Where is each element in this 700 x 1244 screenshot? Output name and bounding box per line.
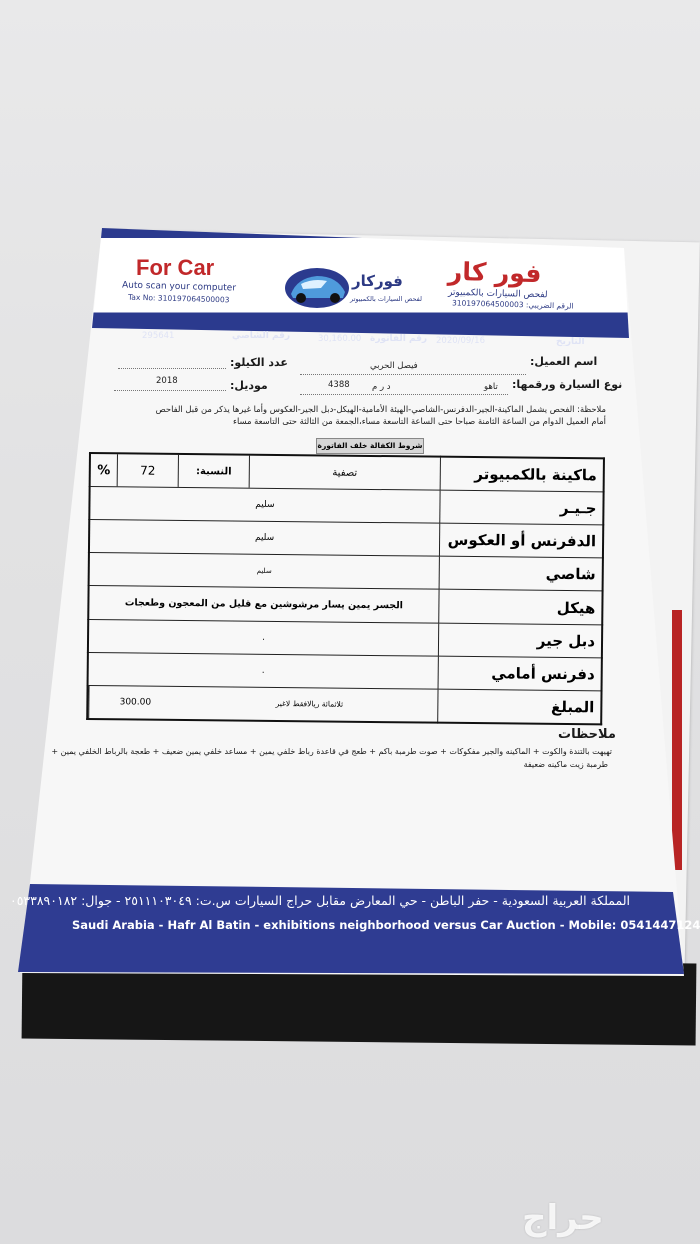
percent-sign: % bbox=[97, 462, 111, 478]
engine-percent-value-cell bbox=[117, 454, 178, 487]
date-value: 2020/09/16 bbox=[436, 336, 485, 346]
red-sheet-edge bbox=[672, 610, 682, 870]
inspection-results-table bbox=[86, 452, 605, 725]
table-row bbox=[89, 487, 603, 525]
car-type-value: تاهو bbox=[484, 382, 498, 392]
engine-percent-label: النسبة: bbox=[195, 465, 232, 478]
amount-value-cell bbox=[88, 686, 181, 719]
gear-label: جـيـر bbox=[440, 491, 604, 526]
amount-in-words: ثلاثمائة ريالافقط لاغير bbox=[275, 699, 344, 709]
body-value: الجسر يمين يسار مرشوشين مع قليل من المعجون وطعجات bbox=[88, 586, 439, 623]
engine-percent-label-cell bbox=[178, 455, 249, 488]
inspection-note-line-1: ملاحظة: الفحص يشمل الماكينة-الجير-الدفرنس-الشاصي-الهيئة الأمامية-الهيكل-دبل الجير-العكوس وأما غيرها يذكر من قبل الفاحص bbox=[155, 404, 606, 414]
haraj-watermark: حراج bbox=[522, 1198, 604, 1238]
engine-label: ماكينة بالكمبيوتر bbox=[440, 457, 604, 493]
tax-number-ar: الرقم الضريبي: 310197064500003 bbox=[451, 298, 574, 311]
car-type-label: نوع السيارة ورقمها: bbox=[512, 378, 623, 391]
remarks-line-1: تهيهت بالتندة والكوت + الماكينه والجير مفكوكات + صوت طرمبة باكم + طعج في قاعدة رباط خلفي يمين + مساعد خلفي يمين ضعيف + طعجة بالرباط الخلفي يمين + bbox=[51, 747, 612, 756]
chassis-value: سليم bbox=[89, 553, 440, 590]
table-row bbox=[88, 652, 602, 690]
front-differential-label: دفرنس أمامي bbox=[438, 656, 602, 691]
table-row bbox=[89, 520, 603, 558]
differential-value: سليم bbox=[89, 520, 440, 557]
table-row bbox=[88, 619, 602, 657]
km-label: عدد الكيلو: bbox=[230, 356, 288, 369]
table-row bbox=[90, 453, 604, 492]
footer-address-en: Saudi Arabia - Hafr Al Batin - exhibitions neighborhood versus Car Auction - Mobile: 0541447124 bbox=[72, 918, 700, 932]
gear-value: سليم bbox=[89, 487, 440, 524]
customer-value: فيصل الحربي bbox=[370, 361, 418, 371]
logo-text: فوركار bbox=[352, 272, 403, 290]
chassis-label: شاصي bbox=[439, 557, 603, 592]
warranty-terms-label: شروط الكفالة خلف الفاتورة bbox=[316, 438, 424, 454]
logo-subtext: لفحص السيارات بالكمبيوتر bbox=[350, 295, 422, 303]
engine-note: تصفية bbox=[332, 467, 358, 479]
tagline-ar: لفحص السيارات بالكمبيوتر bbox=[447, 287, 548, 301]
amount-value: 300.00 bbox=[119, 697, 152, 708]
inspection-note-line-2: أمام العميل الدوام من الساعة الثامنة صباحا حتى الساعة التاسعة مساء،الجمعة من الثالثة حتى التاسعة مساء bbox=[233, 416, 606, 426]
table-row bbox=[87, 685, 601, 724]
transfer-case-value: . bbox=[88, 619, 439, 656]
remarks-title: ملاحظات bbox=[558, 727, 616, 742]
engine-note-cell bbox=[249, 456, 440, 490]
invoice-number-value: 30,160.00 bbox=[318, 334, 362, 344]
date-label: التاريخ bbox=[556, 337, 585, 347]
percent-sign-cell bbox=[91, 454, 117, 487]
brand-name-ar: فور كار bbox=[447, 256, 542, 289]
model-label: موديل: bbox=[230, 379, 268, 392]
remarks-line-2: طرمبة زيت ماكينه ضعيفة bbox=[523, 760, 608, 769]
tagline-en: Auto scan your computer bbox=[121, 280, 237, 294]
amount-words-cell bbox=[181, 687, 437, 722]
transfer-case-label: دبل جير bbox=[438, 623, 602, 658]
body-label: هيكل bbox=[439, 590, 603, 625]
differential-label: الدفرنس أو العكوس bbox=[439, 524, 603, 559]
invoice-number-label: رقم الفاتورة bbox=[370, 334, 428, 344]
footer-address-ar: المملكة العربية السعودية - حفر الباطن - حي المعارض مقابل حراج السيارات س.ت: ٢٥١١١٠٣٠٤٩ - جوال: ٠٥٣٣٨٩٠١٨٢ bbox=[9, 893, 630, 908]
engine-percent-value: 72 bbox=[140, 463, 156, 478]
table-row bbox=[88, 586, 602, 624]
plate-letters: د ر م bbox=[372, 382, 391, 392]
table-row bbox=[89, 553, 603, 591]
front-differential-value: . bbox=[88, 652, 439, 689]
brand-name-en: For Car bbox=[136, 255, 215, 280]
chassis-number-label: رقم الشاصي bbox=[232, 331, 291, 341]
tax-number-en: Tax No: 310197064500003 bbox=[127, 292, 230, 305]
amount-label: المبلغ bbox=[438, 689, 602, 725]
customer-label: اسم العميل: bbox=[530, 355, 598, 368]
chassis-number-value: 295641 bbox=[142, 331, 175, 341]
model-value: 2018 bbox=[156, 376, 178, 386]
plate-number: 4388 bbox=[328, 380, 350, 390]
